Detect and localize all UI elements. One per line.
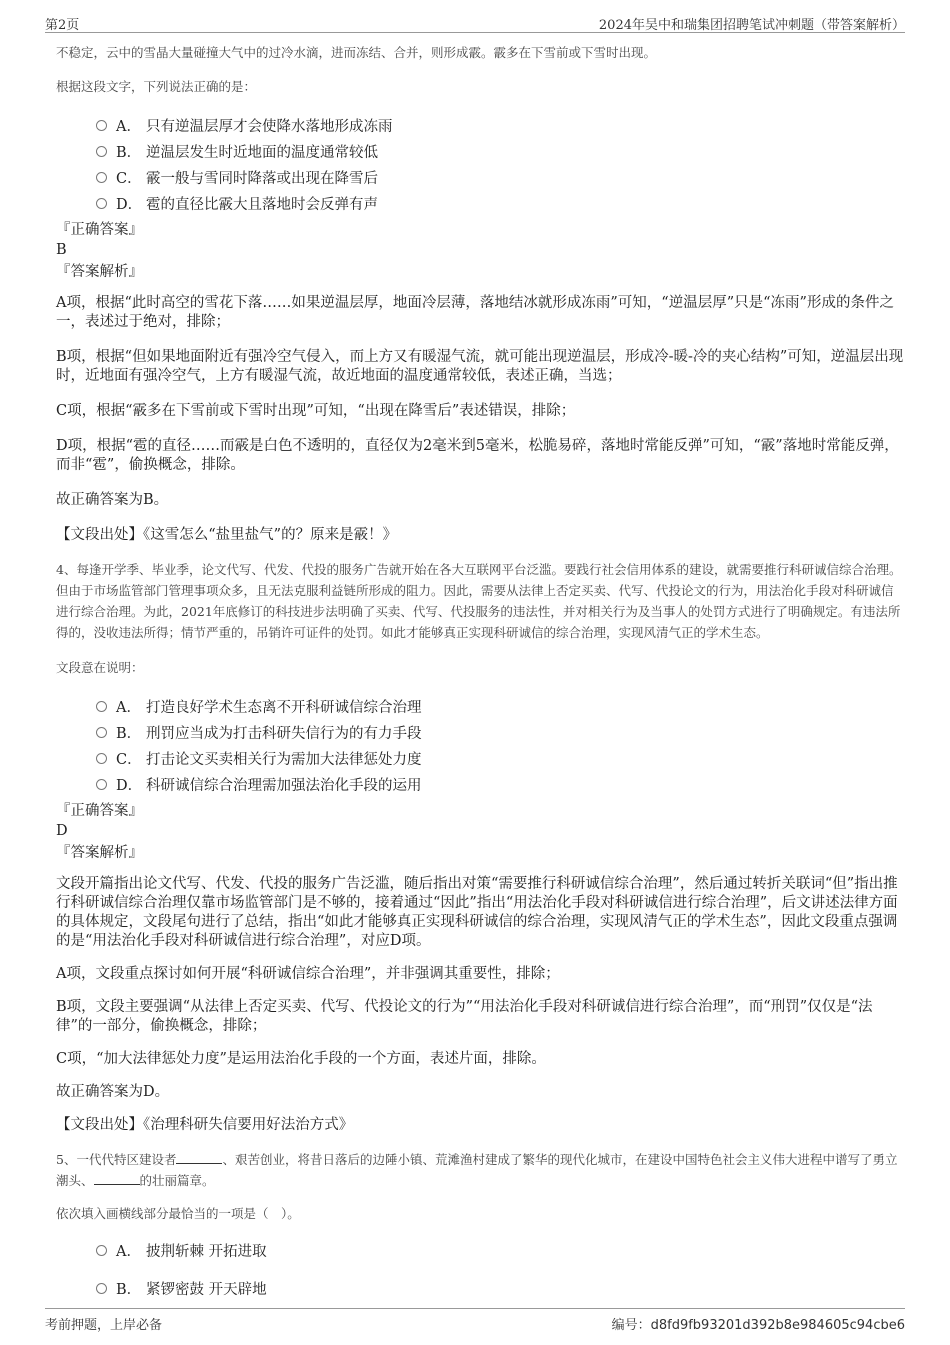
radio-icon[interactable] bbox=[96, 172, 107, 183]
q4-options bbox=[56, 693, 905, 797]
q4-answer-label: 『正确答案』 bbox=[56, 803, 143, 819]
q4-text: 4、每逢开学季、毕业季，论文代写、代发、代投的服务广告就开始在各大互联网平台泛滥。要践行社会信用体系的建设，就需要推行科研诚信综合治理。但由于市场监管部门管理事项众多，且无法克服利益链所形成的阻力。因此，需要从法律上否定买卖、代写、代投论文的行为，用法治化手段对科研诚信进行综合治理。为此，2021年底修订的科技进步法明确了买卖、代写、代投服务的违法性，并对相关行为及当事人的处罚方式进行了明确规定。有违法所得的，没收违法所得；情节严重的，吊销许可证件的处罚。如此才能够真正实现科研诚信的综合治理，实现风清气正的学术生态。 bbox=[56, 562, 902, 640]
q4-answer: D bbox=[56, 823, 68, 839]
q4-analysis-b: B项，文段主要强调“从法律上否定买卖、代写、代投论文的行为”“用法治化手段对科研诚信进行综合治理”，而“刑罚”仅仅是“法律”的一部分，偷换概念，排除； bbox=[56, 999, 873, 1034]
document-code: 编号：d8fd9fb93201d392b8e984605c94cbe6 bbox=[611, 1318, 905, 1333]
q5-option-b[interactable]: B． 紧锣密鼓 开天辟地 bbox=[96, 1275, 905, 1301]
q4-option-a[interactable]: A． 打造良好学术生态离不开科研诚信综合治理 bbox=[96, 693, 905, 719]
q4-option-d[interactable]: D． 科研诚信综合治理需加强法治化手段的运用 bbox=[96, 771, 905, 797]
q4-conclusion: 故正确答案为D。 bbox=[56, 1084, 170, 1100]
radio-icon[interactable] bbox=[96, 779, 107, 790]
q3-option-c[interactable]: C． 霰一般与雪同时降落或出现在降雪后 bbox=[96, 164, 905, 190]
q4-analysis-label: 『答案解析』 bbox=[56, 845, 143, 861]
q3-text-tail: 不稳定，云中的雪晶大量碰撞大气中的过冷水滴，进而冻结、合并，则形成霰。霰多在下雪前或下雪时出现。 bbox=[56, 45, 657, 60]
q3-conclusion: 故正确答案为B。 bbox=[56, 492, 169, 508]
q4-option-c[interactable]: C． 打击论文买卖相关行为需加大法律惩处力度 bbox=[96, 745, 905, 771]
q3-option-d[interactable]: D． 雹的直径比霰大且落地时会反弹有声 bbox=[96, 190, 905, 216]
q5-options bbox=[56, 1237, 905, 1301]
q3-option-b[interactable]: B． 逆温层发生时近地面的温度通常较低 bbox=[96, 138, 905, 164]
q3-options bbox=[56, 112, 905, 216]
q3-analysis-d: D项，根据“雹的直径……而霰是白色不透明的，直径仅为2毫米到5毫米，松脆易碎，落地时常能反弹”可知，“霰”落地时常能反弹，而非“雹”，偷换概念，排除。 bbox=[56, 438, 899, 473]
blank-line bbox=[176, 1151, 222, 1164]
radio-icon[interactable] bbox=[96, 1245, 107, 1256]
page-number: 第2页 bbox=[45, 18, 80, 33]
q5-text: 5、一代代特区建设者 、艰苦创业，将昔日落后的边陲小镇、荒滩渔村建成了繁华的现代化城市，在建设中国特色社会主义伟大进程中谱写了勇立潮头、 的壮丽篇章。 bbox=[56, 1152, 898, 1188]
document-title: 2024年吴中和瑞集团招聘笔试冲刺题（带答案解析） bbox=[598, 18, 905, 33]
radio-icon[interactable] bbox=[96, 727, 107, 738]
q3-answer: B bbox=[56, 242, 67, 258]
radio-icon[interactable] bbox=[96, 146, 107, 157]
page-header bbox=[45, 10, 905, 33]
q3-source: 【文段出处】《这雪怎么“盐里盐气”的？原来是霰！》 bbox=[56, 527, 398, 543]
q4-prompt: 文段意在说明： bbox=[56, 660, 144, 675]
page-content bbox=[56, 40, 905, 1301]
q4-source: 【文段出处】《治理科研失信要用好法治方式》 bbox=[56, 1117, 354, 1133]
q4-analysis-c: C项，“加大法律惩处力度”是运用法治化手段的一个方面，表述片面，排除。 bbox=[56, 1051, 546, 1067]
page-footer bbox=[45, 1308, 905, 1333]
q3-analysis-b: B项，根据“但如果地面附近有强冷空气侵入，而上方又有暖湿气流，就可能出现逆温层，形成冷-暖-冷的夹心结构”可知，逆温层出现时，近地面有强冷空气，上方有暖湿气流，故近地面的温度通常较低，表述正确，当选； bbox=[56, 349, 904, 384]
q5-option-a[interactable]: A． 披荆斩棘 开拓进取 bbox=[96, 1237, 905, 1263]
blank-line bbox=[94, 1172, 140, 1185]
q4-analysis-main: 文段开篇指出论文代写、代发、代投的服务广告泛滥，随后指出对策“需要推行科研诚信综合治理”，然后通过转折关联词“但”指出推行科研诚信综合治理仅靠市场监管部门是不够的，接着通过“因此”指出“用法治化手段对科研诚信进行综合治理”，后文讲述法律方面的具体规定，文段尾句进行了总结，指出“如此才能够真正实现科研诚信的综合治理，实现风清气正的学术生态”，因此文段重点强调的是“用法治化手段对科研诚信进行综合治理”，对应D项。 bbox=[56, 876, 898, 949]
radio-icon[interactable] bbox=[96, 1283, 107, 1294]
q5-prompt: 依次填入画横线部分最恰当的一项是（ ）。 bbox=[56, 1206, 300, 1221]
q3-analysis-label: 『答案解析』 bbox=[56, 264, 143, 280]
radio-icon[interactable] bbox=[96, 701, 107, 712]
q3-option-a[interactable]: A． 只有逆温层厚才会使降水落地形成冻雨 bbox=[96, 112, 905, 138]
radio-icon[interactable] bbox=[96, 198, 107, 209]
q3-analysis-a: A项，根据“此时高空的雪花下落……如果逆温层厚，地面冷层薄，落地结冰就形成冻雨”可知，“逆温层厚”只是“冻雨”形成的条件之一，表述过于绝对，排除； bbox=[56, 295, 894, 330]
q4-analysis-a: A项，文段重点探讨如何开展“科研诚信综合治理”，并非强调其重要性，排除； bbox=[56, 966, 560, 982]
footer-slogan: 考前押题，上岸必备 bbox=[45, 1318, 163, 1333]
radio-icon[interactable] bbox=[96, 120, 107, 131]
q3-analysis-c: C项，根据“霰多在下雪前或下雪时出现”可知，“出现在降雪后”表述错误，排除； bbox=[56, 403, 576, 419]
q3-answer-label: 『正确答案』 bbox=[56, 222, 143, 238]
q4-option-b[interactable]: B． 刑罚应当成为打击科研失信行为的有力手段 bbox=[96, 719, 905, 745]
radio-icon[interactable] bbox=[96, 753, 107, 764]
q3-prompt: 根据这段文字，下列说法正确的是： bbox=[56, 79, 257, 94]
